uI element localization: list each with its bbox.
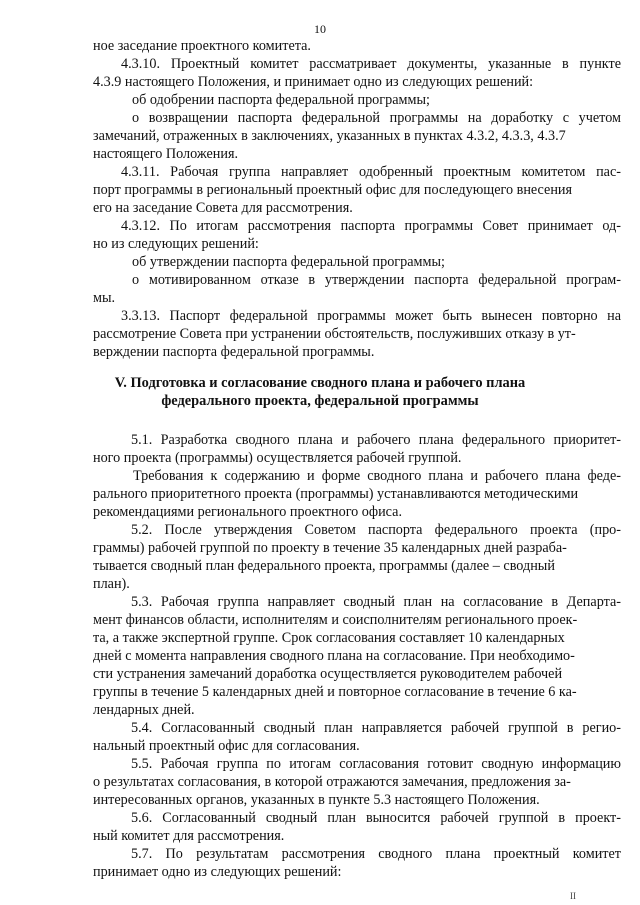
text-line: тывается сводный план федерального проекта, программы (далее – сводный [93,558,555,574]
text-line: об утверждении паспорта федеральной программы; [132,254,445,270]
text-line: его на заседание Совета для рассмотрения. [93,200,353,216]
text-line: план). [93,576,130,592]
text-line: ного проекта (программы) осуществляется рабочей группой. [93,450,462,466]
text-line: рассмотрение Совета при устранении обстоятельств, послуживших отказу в ут- [93,326,576,342]
text-line: 5.4. Согласованный сводный план направляется рабочей группой в регио- [131,720,621,736]
text-line: 5.7. По результатам рассмотрения сводного плана проектный комитет [131,846,621,862]
text-line: сти устранения замечаний доработка осуществляется руководителем рабочей [93,666,563,682]
text-line: 5.2. После утверждения Советом паспорта федерального проекта (про- [131,522,621,538]
text-line: интересованных органов, указанных в пункте 5.3 настоящего Положения. [93,792,540,808]
text-line: 3.3.13. Паспорт федеральной программы может быть вынесен повторно на [121,308,621,324]
text-line: настоящего Положения. [93,146,239,162]
text-line: граммы) рабочей группой по проекту в течение 35 календарных дней разраба- [93,540,567,556]
text-line: мент финансов области, исполнителям и соисполнителям регионального проек- [93,612,578,628]
text-line: ное заседание проектного комитета. [93,38,311,54]
text-line: лендарных дней. [93,702,195,718]
text-line: верждении паспорта федеральной программы. [93,344,375,360]
corner-mark: II [570,891,576,901]
text-line: порт программы в региональный проектный офис для последующего внесения [93,182,573,198]
text-line: 5.3. Рабочая группа направляет сводный план на согласование в Департа- [131,594,621,610]
text-line: рекомендациями регионального проектного офиса. [93,504,402,520]
text-line: о результатах согласования, в которой отражаются замечания, предложения за- [93,774,571,790]
text-line: 5.6. Согласованный сводный план выносится рабочей группой в проект- [131,810,621,826]
text-line: 4.3.12. По итогам рассмотрения паспорта программы Совет принимает од- [121,218,621,234]
text-line: об одобрении паспорта федеральной программы; [132,92,430,108]
text-line: принимает одно из следующих решений: [93,864,342,880]
text-line: дней с момента направления сводного плана на согласование. При необходимо- [93,648,575,664]
page-number: 10 [314,22,326,36]
text-line: замечаний, отраженных в заключениях, указанных в пунктах 4.3.2, 4.3.3, 4.3.7 [93,128,566,144]
section-heading-line-1: V. Подготовка и согласование сводного плана и рабочего плана [114,375,526,391]
text-line: группы в течение 5 календарных дней и повторное согласование в течение 6 ка- [93,684,577,700]
text-line: 4.3.10. Проектный комитет рассматривает документы, указанные в пункте [121,56,621,72]
text-line: рального приоритетного проекта (программы) устанавливаются методическими [93,486,579,502]
text-line: 4.3.11. Рабочая группа направляет одобренный проектным комитетом пас- [121,164,621,180]
text-line: 5.1. Разработка сводного плана и рабочего плана федерального приоритет- [131,432,621,448]
text-line: о возвращении паспорта федеральной программы на доработку с учетом [132,110,621,126]
text-line: та, а также экспертной группе. Срок согласования составляет 10 календарных [93,630,565,646]
text-line: ный комитет для рассмотрения. [93,828,285,844]
text-line: но из следующих решений: [93,236,259,252]
text-line: о мотивированном отказе в утверждении паспорта федеральной програм- [132,272,621,288]
text-line: мы. [93,290,116,306]
text-line: Требования к содержанию и форме сводного плана и рабочего плана феде- [133,468,621,484]
text-line: 5.5. Рабочая группа по итогам согласования готовит сводную информацию [131,756,621,772]
section-heading-line-2: федерального проекта, федеральной программы [161,393,479,409]
text-line: 4.3.9 настоящего Положения, и принимает одно из следующих решений: [93,74,534,90]
text-line: нальный проектный офис для согласования. [93,738,360,754]
